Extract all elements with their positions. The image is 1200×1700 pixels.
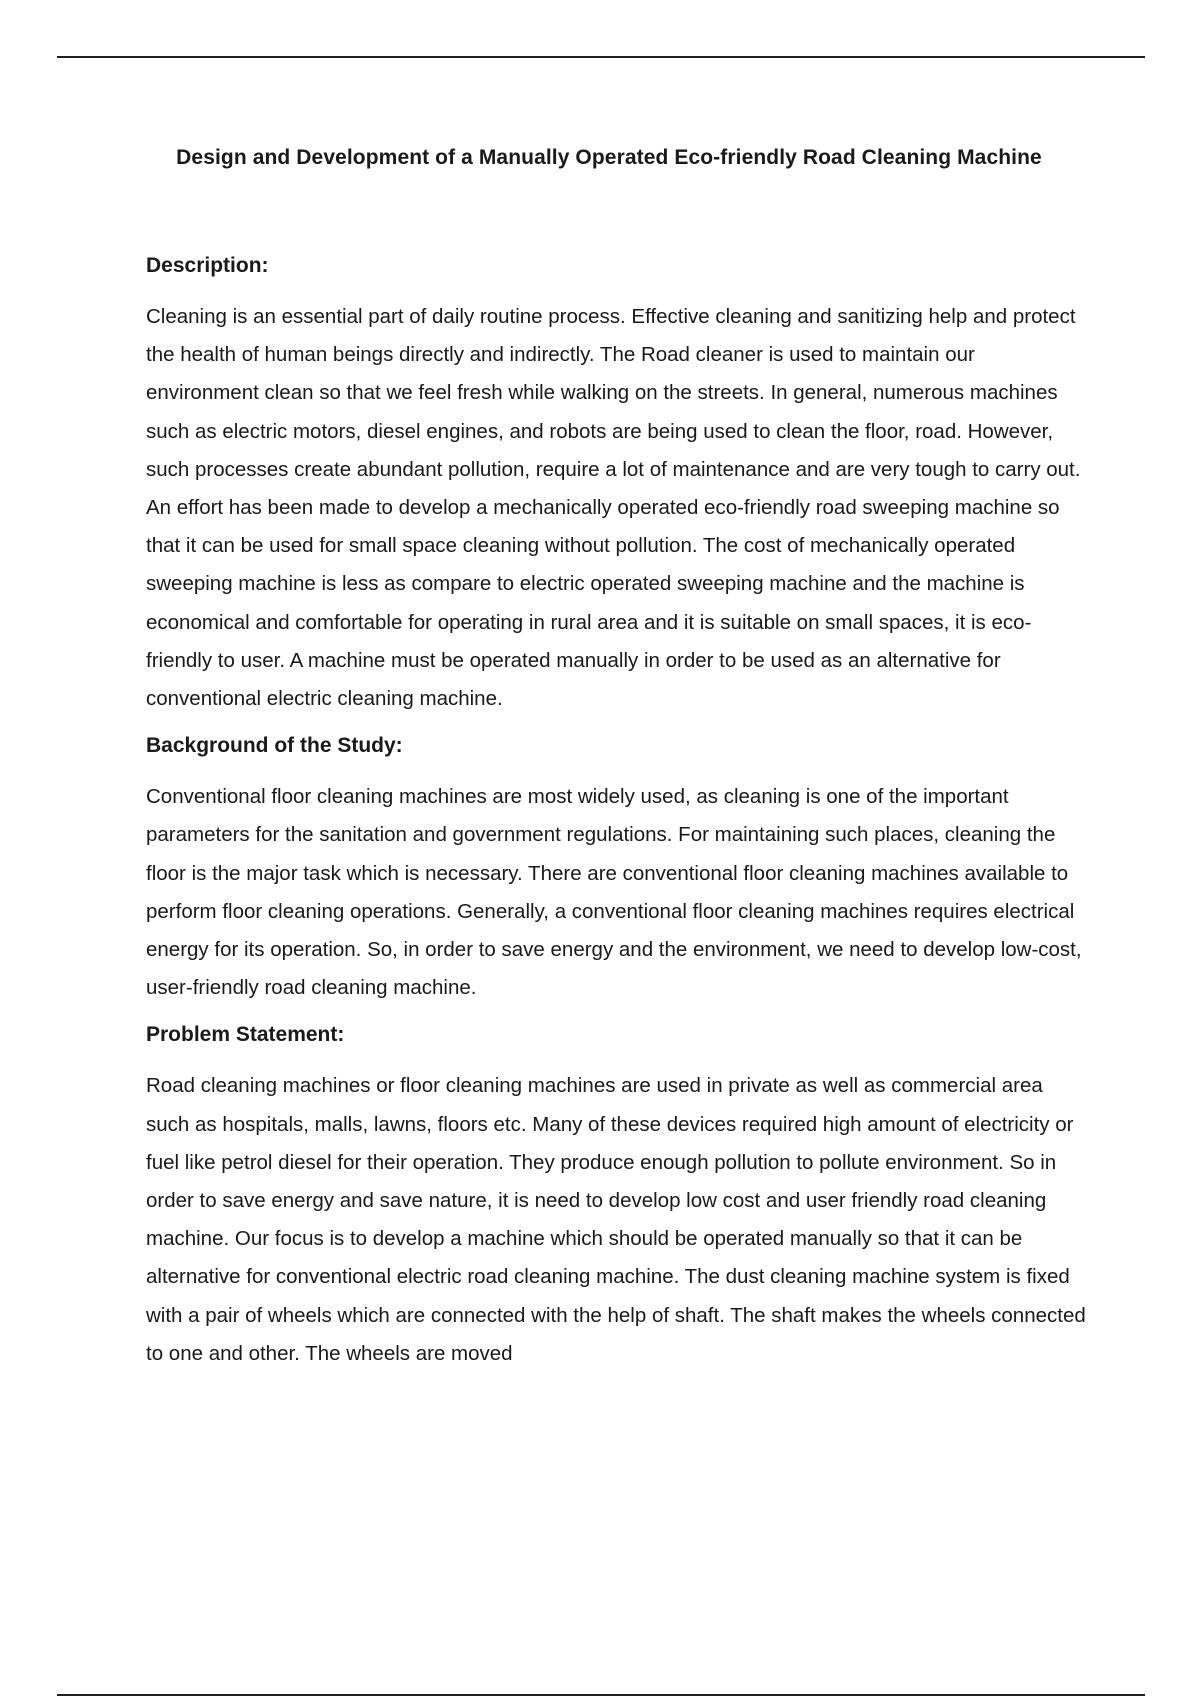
section-paragraph: Conventional floor cleaning machines are most widely used, as cleaning is one of the important parameters for the sanitation and government regulations. For maintaining such places, cleaning the floor is the major task which is necessary. There are conventional floor cleaning machines available to perform floor cleaning operations. Generally, a conventional floor cleaning machines requires electrical energy for its operation. So, in order to save energy and the environment, we need to develop low-cost, user-friendly road cleaning machine. <box>146 785 1082 1000</box>
section-description <box>146 252 1086 718</box>
top-divider <box>57 56 1145 58</box>
document-body <box>146 252 1086 1387</box>
section-problem-statement <box>146 1021 1086 1373</box>
bottom-divider <box>57 1694 1145 1696</box>
section-paragraph: Road cleaning machines or floor cleaning machines are used in private as well as commercial area such as hospitals, malls, lawns, floors etc. Many of these devices required high amount of electricity or fuel like petrol diesel for their operation. They produce enough pollution to pollute environment. So in order to save energy and save nature, it is need to develop low cost and user friendly road cleaning machine. Our focus is to develop a machine which should be operated manually so that it can be alternative for conventional electric road cleaning machine. The dust cleaning machine system is fixed with a pair of wheels which are connected with the help of shaft. The shaft makes the wheels connected to one and other. The wheels are moved <box>146 1074 1086 1365</box>
section-background <box>146 732 1086 1007</box>
section-heading: Description: <box>146 254 269 277</box>
section-paragraph: Cleaning is an essential part of daily routine process. Effective cleaning and sanitizing help and protect the health of human beings directly and indirectly. The Road cleaner is used to maintain our environment clean so that we feel fresh while walking on the streets. In general, numerous machines such as electric motors, diesel engines, and robots are being used to clean the floor, road. However, such processes create abundant pollution, require a lot of maintenance and are very tough to carry out. An effort has been made to develop a mechanically operated eco-friendly road sweeping machine so that it can be used for small space cleaning without pollution. The cost of mechanically operated sweeping machine is less as compare to electric operated sweeping machine and the machine is economical and comfortable for operating in rural area and it is suitable on small spaces, it is eco-friendly to user. A machine must be operated manually in order to be used as an alternative for conventional electric cleaning machine. <box>146 305 1081 711</box>
section-heading: Background of the Study: <box>146 734 403 758</box>
page-title: Design and Development of a Manually Operated Eco-friendly Road Cleaning Machine <box>176 146 1042 169</box>
section-heading: Problem Statement: <box>146 1023 345 1047</box>
